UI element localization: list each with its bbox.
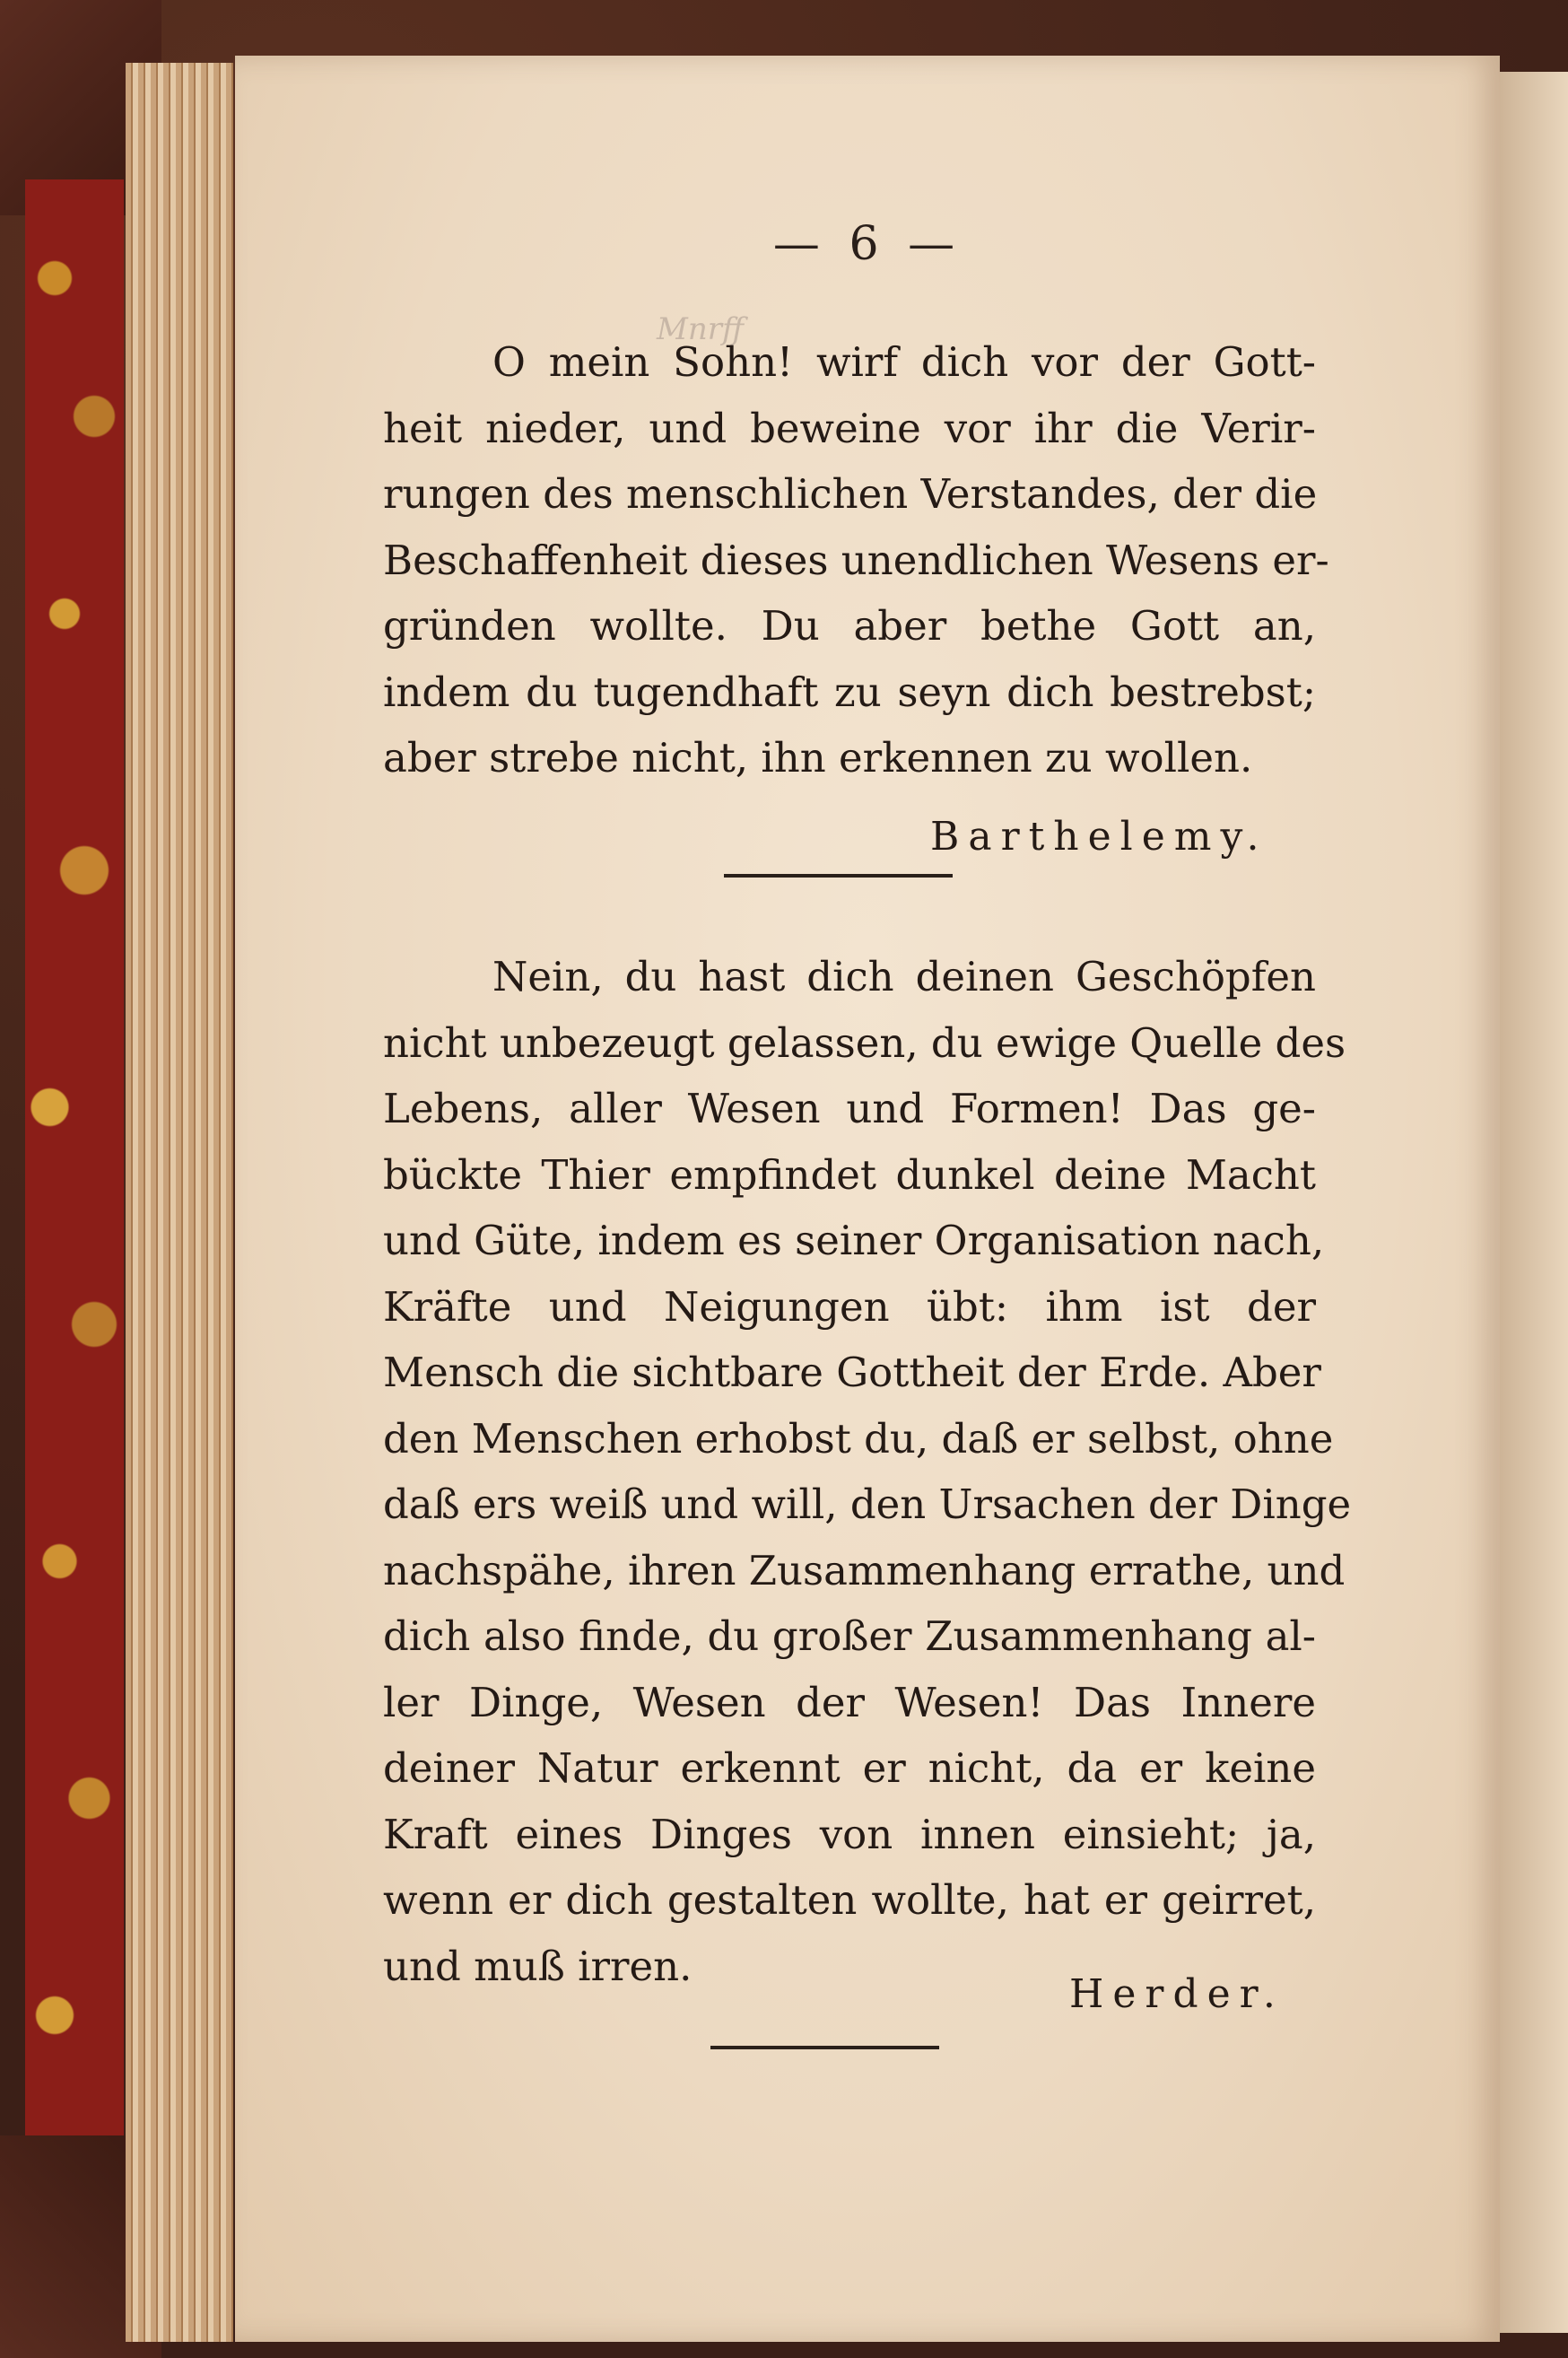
facing-page-edge	[1500, 72, 1568, 2333]
text-line: daß ers weiß und will, den Ursachen der Dinge	[383, 1480, 1352, 1528]
text-line: und muß irren.	[383, 1942, 693, 1990]
text-line: Lebens, aller Wesen und Formen! Das ge-	[383, 1085, 1316, 1132]
text-line: Beschaffenheit dieses unendlichen Wesens er-	[383, 536, 1329, 584]
text-line: O mein Sohn! wirf dich vor der Gott-	[492, 338, 1316, 386]
text-line: deiner Natur erkennt er nicht, da er keine	[383, 1744, 1316, 1792]
text-line: und Güte, indem es seiner Organisation nach,	[383, 1217, 1325, 1264]
text-line: Kraft eines Dinges von innen einsieht; ja,	[383, 1810, 1316, 1858]
text-line: gründen wollte. Du aber bethe Gott an,	[383, 602, 1316, 650]
text-line: nicht unbezeugt gelassen, du ewige Quelle des	[383, 1018, 1346, 1067]
separator-rule	[710, 2046, 939, 2049]
author-herder: Herder.	[1069, 1971, 1285, 2017]
text-line: nachspähe, ihren Zusammenhang errathe, und	[383, 1546, 1346, 1594]
text-line: heit nieder, und beweine vor ihr die Verir-	[383, 404, 1316, 452]
marbled-cover-paper	[25, 179, 124, 2153]
quote-barthelemy	[383, 329, 1329, 791]
text-line: den Menschen erhobst du, daß er selbst, ohne	[383, 1414, 1334, 1463]
page-edges	[126, 63, 233, 2342]
separator-rule	[724, 874, 953, 878]
text-line: ler Dinge, Wesen der Wesen! Das Innere	[383, 1678, 1316, 1726]
page-number: — 6 —	[772, 217, 963, 271]
text-line: wenn er dich gestalten wollte, hat er geirret,	[383, 1876, 1316, 1924]
pencil-annotation: Mnrff	[657, 311, 745, 347]
text-line: rungen des menschlichen Verstandes, der die	[383, 470, 1318, 518]
text-line: Nein, du hast dich deinen Geschöpfen	[492, 953, 1316, 1000]
text-line: bückte Thier empfindet dunkel deine Macht	[383, 1150, 1316, 1199]
author-barthelemy: Barthelemy.	[930, 814, 1268, 860]
text-line: dich also finde, du großer Zusammenhang al-	[383, 1612, 1316, 1660]
quote-herder	[383, 944, 1352, 1999]
text-line: Kräfte und Neigungen übt: ihm ist der	[383, 1282, 1316, 1331]
text-line: Mensch die sichtbare Gottheit der Erde. Aber	[383, 1349, 1321, 1396]
text-line: aber strebe nicht, ihn erkennen zu wollen.	[383, 734, 1253, 782]
book-page	[235, 56, 1500, 2342]
text-line: indem du tugendhaft zu seyn dich bestrebst;	[383, 668, 1316, 716]
